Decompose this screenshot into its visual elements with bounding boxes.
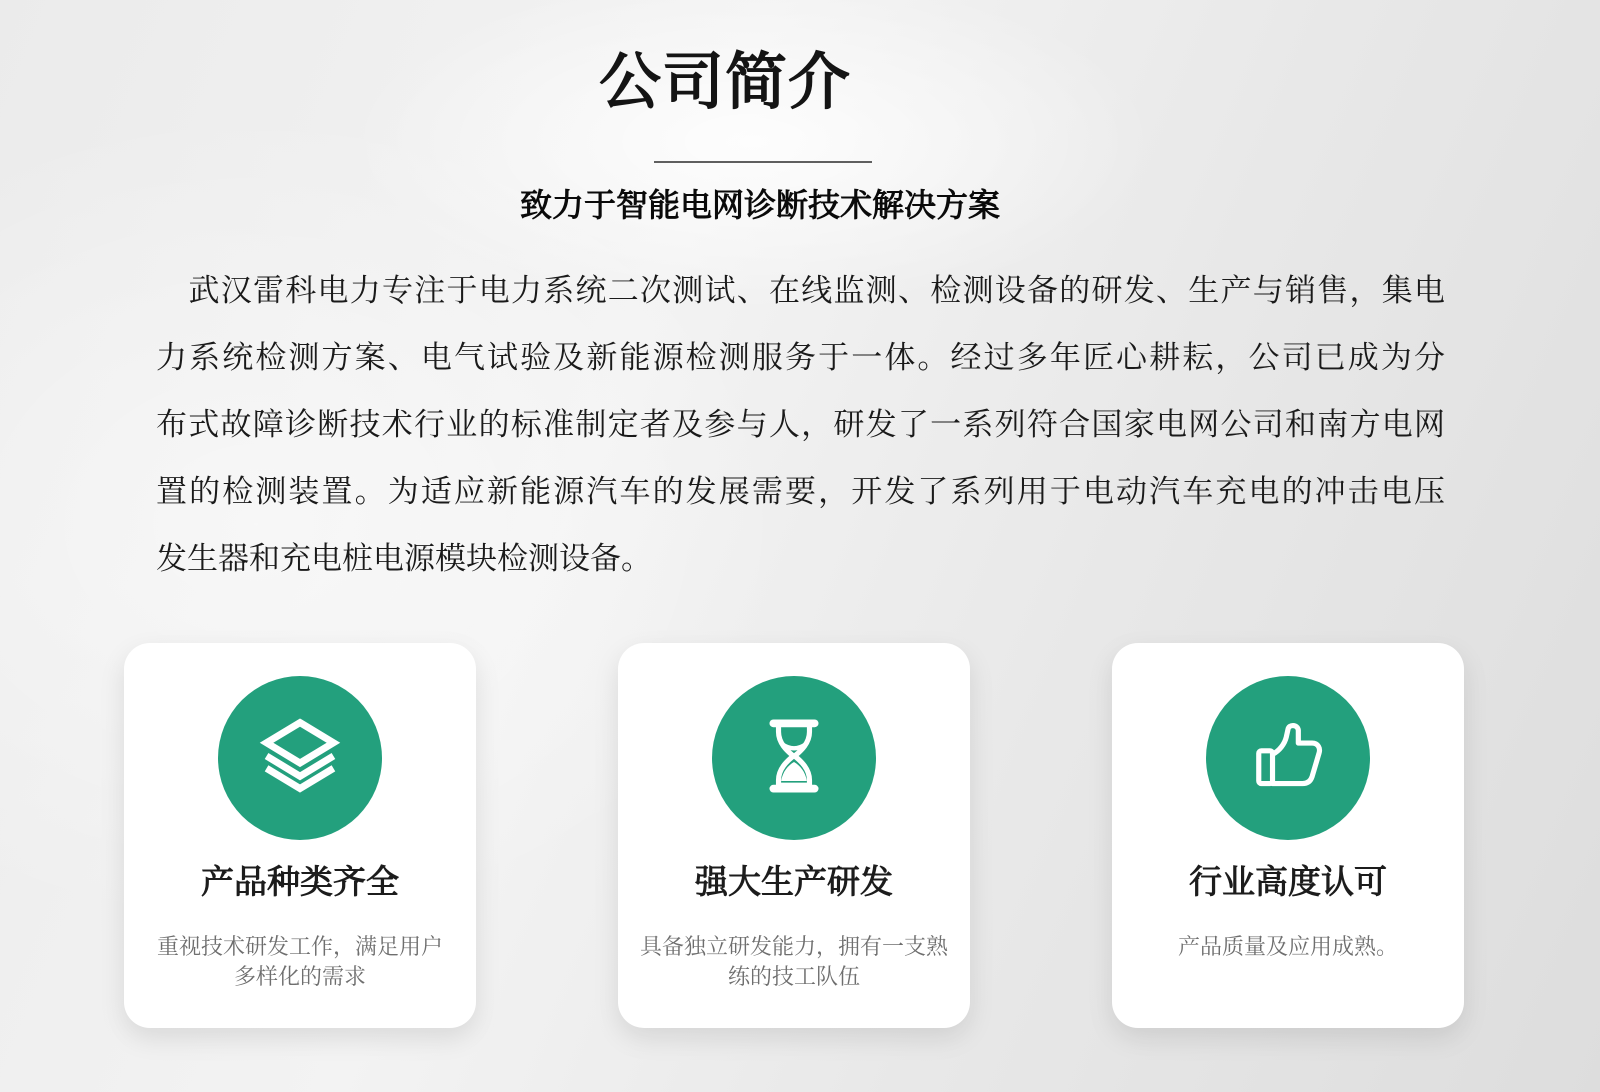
feature-description-line: 练的技工队伍 — [727, 964, 860, 989]
page-subtitle: 致力于智能电网诊断技术解决方案 — [519, 187, 1000, 223]
feature-description-line: 具备独立研发能力，拥有一支熟 — [639, 934, 948, 959]
company-intro-paragraph — [156, 257, 1445, 592]
feature-card-rnd — [618, 643, 970, 1028]
feature-description — [1178, 932, 1398, 962]
icon-circle — [1206, 676, 1370, 840]
intro-line: 武汉雷科电力专注于电力系统二次测试、在线监测、检测设备的研发、生产与销售，集电 — [188, 273, 1445, 308]
hourglass-icon — [751, 713, 837, 804]
feature-description — [157, 932, 443, 992]
feature-card-recognition — [1112, 643, 1464, 1028]
page-title: 公司简介 — [598, 48, 851, 117]
layers-icon — [256, 712, 344, 805]
feature-description-line: 多样化的需求 — [233, 964, 366, 989]
feature-title: 产品种类齐全 — [201, 863, 399, 900]
feature-description — [640, 932, 948, 992]
feature-description-line: 重视技术研发工作，满足用户 — [156, 934, 443, 959]
feature-description-line: 产品质量及应用成熟。 — [1177, 934, 1398, 959]
feature-title: 行业高度认可 — [1189, 863, 1387, 900]
intro-line: 布式故障诊断技术行业的标准制定者及参与人，研发了一系列符合国家电网公司和南方电网 — [156, 407, 1445, 442]
feature-title: 强大生产研发 — [695, 863, 893, 900]
feature-cards-row — [0, 643, 1600, 1028]
icon-circle — [712, 676, 876, 840]
intro-line: 置的检测装置。为适应新能源汽车的发展需要，开发了系列用于电动汽车充电的冲击电压 — [156, 474, 1445, 509]
title-divider — [654, 161, 872, 163]
intro-line: 发生器和充电桩电源模块检测设备。 — [156, 541, 652, 576]
section-header — [0, 0, 1600, 223]
icon-circle — [218, 676, 382, 840]
intro-line: 力系统检测方案、电气试验及新能源检测服务于一体。经过多年匠心耕耘，公司已成为分 — [156, 340, 1445, 375]
feature-card-products — [124, 643, 476, 1028]
thumbs-up-icon — [1245, 713, 1331, 804]
